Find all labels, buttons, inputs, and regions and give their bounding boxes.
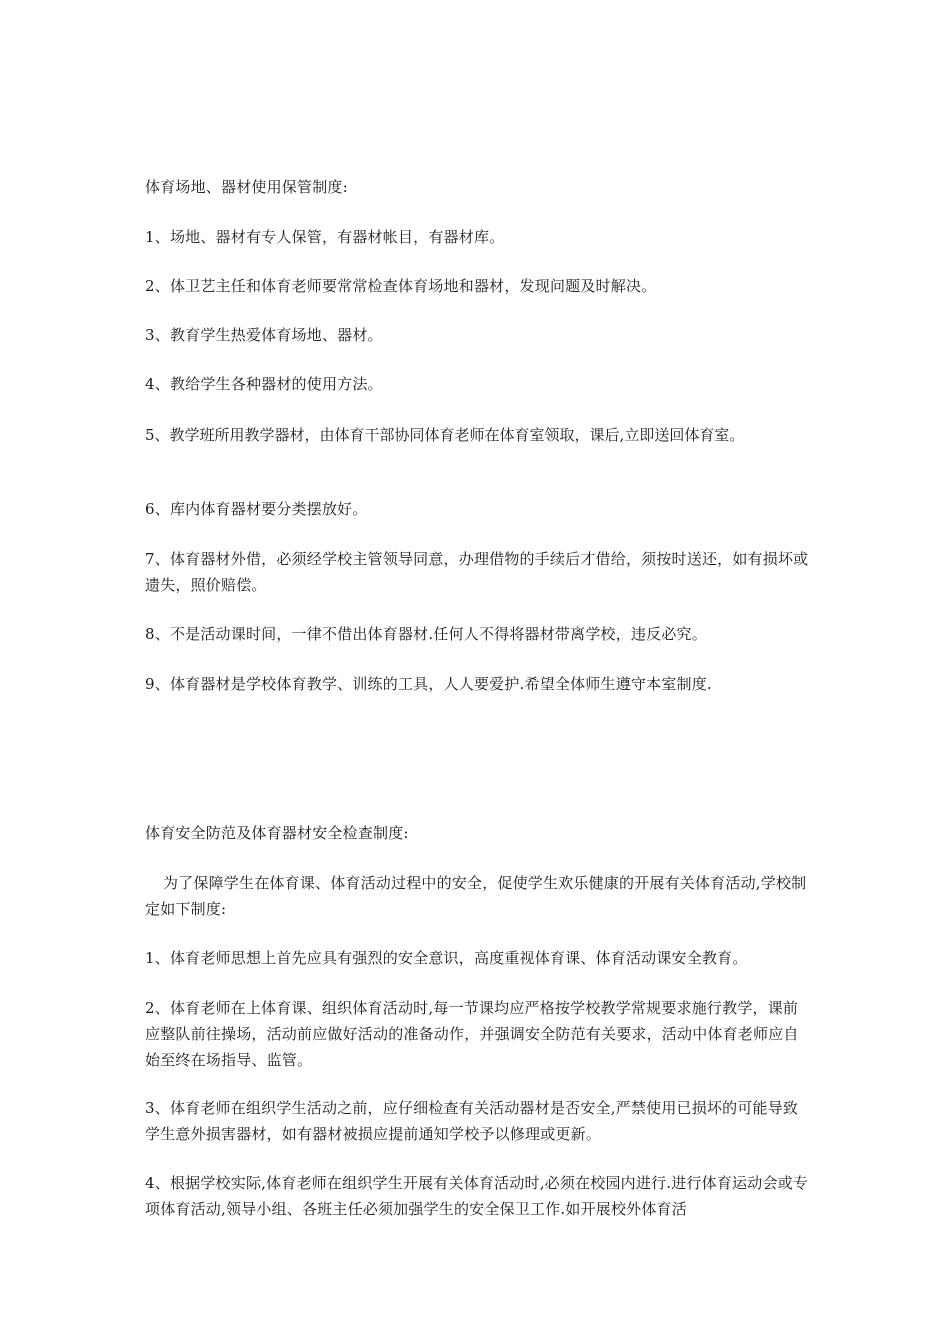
section2-intro: 为了保障学生在体育课、体育活动过程中的安全，促使学生欢乐健康的开展有关体育活动,学校制定如下制度:	[145, 874, 807, 918]
section2-item-3: 3、体育老师在组织学生活动之前，应仔细检查有关活动器材是否安全,严禁使用已损坏的可能导致学生意外损害器材，如有器材被损应提前通知学校予以修理或更新。	[145, 1099, 799, 1143]
section1-item-7: 7、体育器材外借，必须经学校主管领导同意，办理借物的手续后才借给，须按时送还，如有损坏或遗失，照价赔偿。	[145, 550, 809, 594]
section2-item-2: 2、体育老师在上体育课、组织体育活动时,每一节课均应严格按学校教学常规要求施行教学，课前应整队前往操场，活动前应做好活动的准备动作，并强调安全防范有关要求，活动中体育老师应自始至终在场指导、监管。	[145, 999, 799, 1069]
section1-item-2: 2、体卫艺主任和体育老师要常常检查体育场地和器材，发现问题及时解决。	[145, 277, 657, 295]
section1-item-6: 6、库内体育器材要分类摆放好。	[145, 500, 368, 518]
section1-item-3: 3、教育学生热爱体育场地、器材。	[145, 326, 383, 344]
section2-heading: 体育安全防范及体育器材安全检查制度:	[145, 824, 409, 842]
section1-item-9: 9、体育器材是学校体育教学、训练的工具，人人要爱护.希望全体师生遵守本室制度.	[145, 675, 712, 693]
section1-heading: 体育场地、器材使用保管制度:	[145, 178, 348, 196]
section1-item-5: 5、教学班所用教学器材，由体育干部协同体育老师在体育室领取，课后,立即送回体育室。	[145, 426, 745, 444]
section2-item-4: 4、根据学校实际,体育老师在组织学生开展有关体育活动时,必须在校园内进行.进行体育运动会或专项体育活动,领导小组、各班主任必须加强学生的安全保卫工作.如开展校外体育活	[145, 1174, 809, 1218]
section1-item-8: 8、不是活动课时间，一律不借出体育器材.任何人不得将器材带离学校，违反必究。	[145, 625, 707, 643]
section1-item-1: 1、场地、器材有专人保管，有器材帐目，有器材库。	[145, 228, 505, 246]
section2-item-1: 1、体育老师思想上首先应具有强烈的安全意识，高度重视体育课、体育活动课安全教育。	[145, 949, 748, 967]
section1-item-4: 4、教给学生各种器材的使用方法。	[145, 375, 383, 393]
